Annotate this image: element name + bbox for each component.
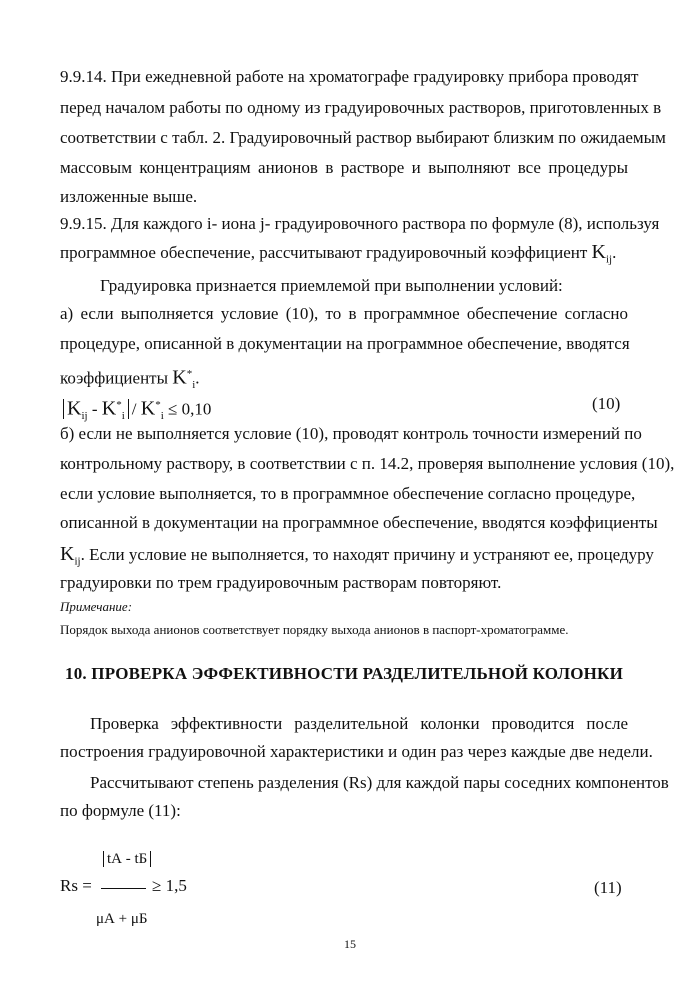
absolute-value-bar [103,851,104,867]
paragraph-9-9-14-line: соответствии с табл. 2. Градуировочный раствор выбирают близким по ожидаемым [60,128,666,147]
formula-subscript: i [160,410,164,423]
paragraph-9-9-14-line: массовым концентрациям анионов в растворе и выполняют все процедуры [60,158,628,177]
paragraph-text: коэффициенты [60,368,173,388]
condition-a-line: процедуре, описанной в документации на программное обеспечение, вводятся [60,334,630,353]
section-10-paragraph-line: Проверка эффективности разделительной колонки проводится после [90,714,628,733]
formula-condition: ≤ 0,10 [163,399,212,419]
formula-rhs: ≥ 1,5 [152,876,187,895]
paragraph-9-9-15-line: 9.9.15. Для каждого i- иона j- градуировочного раствора по формуле (8), используя [60,214,660,233]
coefficient-symbol: K [591,241,606,263]
coefficient-symbol: K [60,543,75,565]
paragraph-9-9-15-line [60,241,628,270]
condition-b-line: описанной в документации на программное обеспечение, вводятся коэффициенты [60,513,658,532]
formula-lhs: Rs = [60,876,92,895]
coefficient-subscript: i [192,379,196,392]
paragraph-9-9-14-line: изложенные выше. [60,187,198,206]
section-10-paragraph-line: по формуле (11): [60,801,181,820]
formula-symbol: K [67,397,82,420]
coefficient-subscript: ij [605,253,613,266]
note-text: Порядок выхода анионов соответствует порядку выхода анионов в паспорт-хроматограмме. [60,622,569,637]
formula-subscript: i [121,410,125,423]
formula-symbol: K [101,397,117,420]
condition-a-line [60,363,628,396]
section-10-paragraph-line: Рассчитывают степень разделения (Rs) для каждой пары соседних компонентов [90,773,669,792]
coefficient-symbol: K [172,366,187,389]
fraction-bar [101,888,146,889]
page-number: 15 [344,937,356,951]
numerator-text: tА - tБ [107,851,148,867]
absolute-value-bar [63,399,64,419]
absolute-value-bar [150,851,151,867]
conditions-intro: Градуировка признается приемлемой при выполнении условий: [100,276,563,295]
coefficient-superscript: * [186,368,193,380]
formula-symbol: K [140,397,156,420]
equation-number: (11) [594,878,622,897]
formula-superscript: * [155,399,161,411]
formula-numerator [100,851,154,868]
paragraph-9-9-14-line: перед началом работы по одному из градуировочных растворов, приготовленных в [60,98,662,117]
equation-number: (10) [592,394,621,413]
condition-b-line: б) если не выполняется условие (10), проводят контроль точности измерений по [60,424,642,443]
paragraph-text: . [612,243,617,262]
formula-operator: - [87,399,102,419]
condition-a-line: а) если выполняется условие (10), то в программное обеспечение согласно [60,304,628,323]
coefficient-subscript: ij [74,555,81,568]
paragraph-text: . [195,368,200,388]
paragraph-9-9-14-line: 9.9.14. При ежедневной работе на хроматографе градуировку прибора проводят [60,67,639,86]
section-heading: 10. ПРОВЕРКА ЭФФЕКТИВНОСТИ РАЗДЕЛИТЕЛЬНОЙ КОЛОНКИ [65,664,623,683]
paragraph-text: программное обеспечение, рассчитывают градуировочный коэффициент [60,243,592,262]
section-10-paragraph-line: построения градуировочной характеристики и один раз через каждые две недели. [60,742,653,761]
condition-b-line: если условие выполняется, то в программное обеспечение согласно процедуре, [60,484,636,503]
formula-subscript: ij [81,410,88,423]
paragraph-text: . Если условие не выполняется, то находят причину и устраняют ее, процедуру [80,545,654,564]
formula-operator: / [131,399,141,419]
condition-b-line: контрольному раствору, в соответствии с п. 14.2, проверяя выполнение условия (10), [60,454,675,473]
absolute-value-bar [128,399,129,419]
formula-superscript: * [116,399,122,411]
formula-denominator: μА + μБ [96,911,148,927]
condition-b-line [60,543,654,572]
condition-b-line: градуировки по трем градуировочным растворам повторяют. [60,573,502,592]
note-label: Примечание: [60,599,133,614]
